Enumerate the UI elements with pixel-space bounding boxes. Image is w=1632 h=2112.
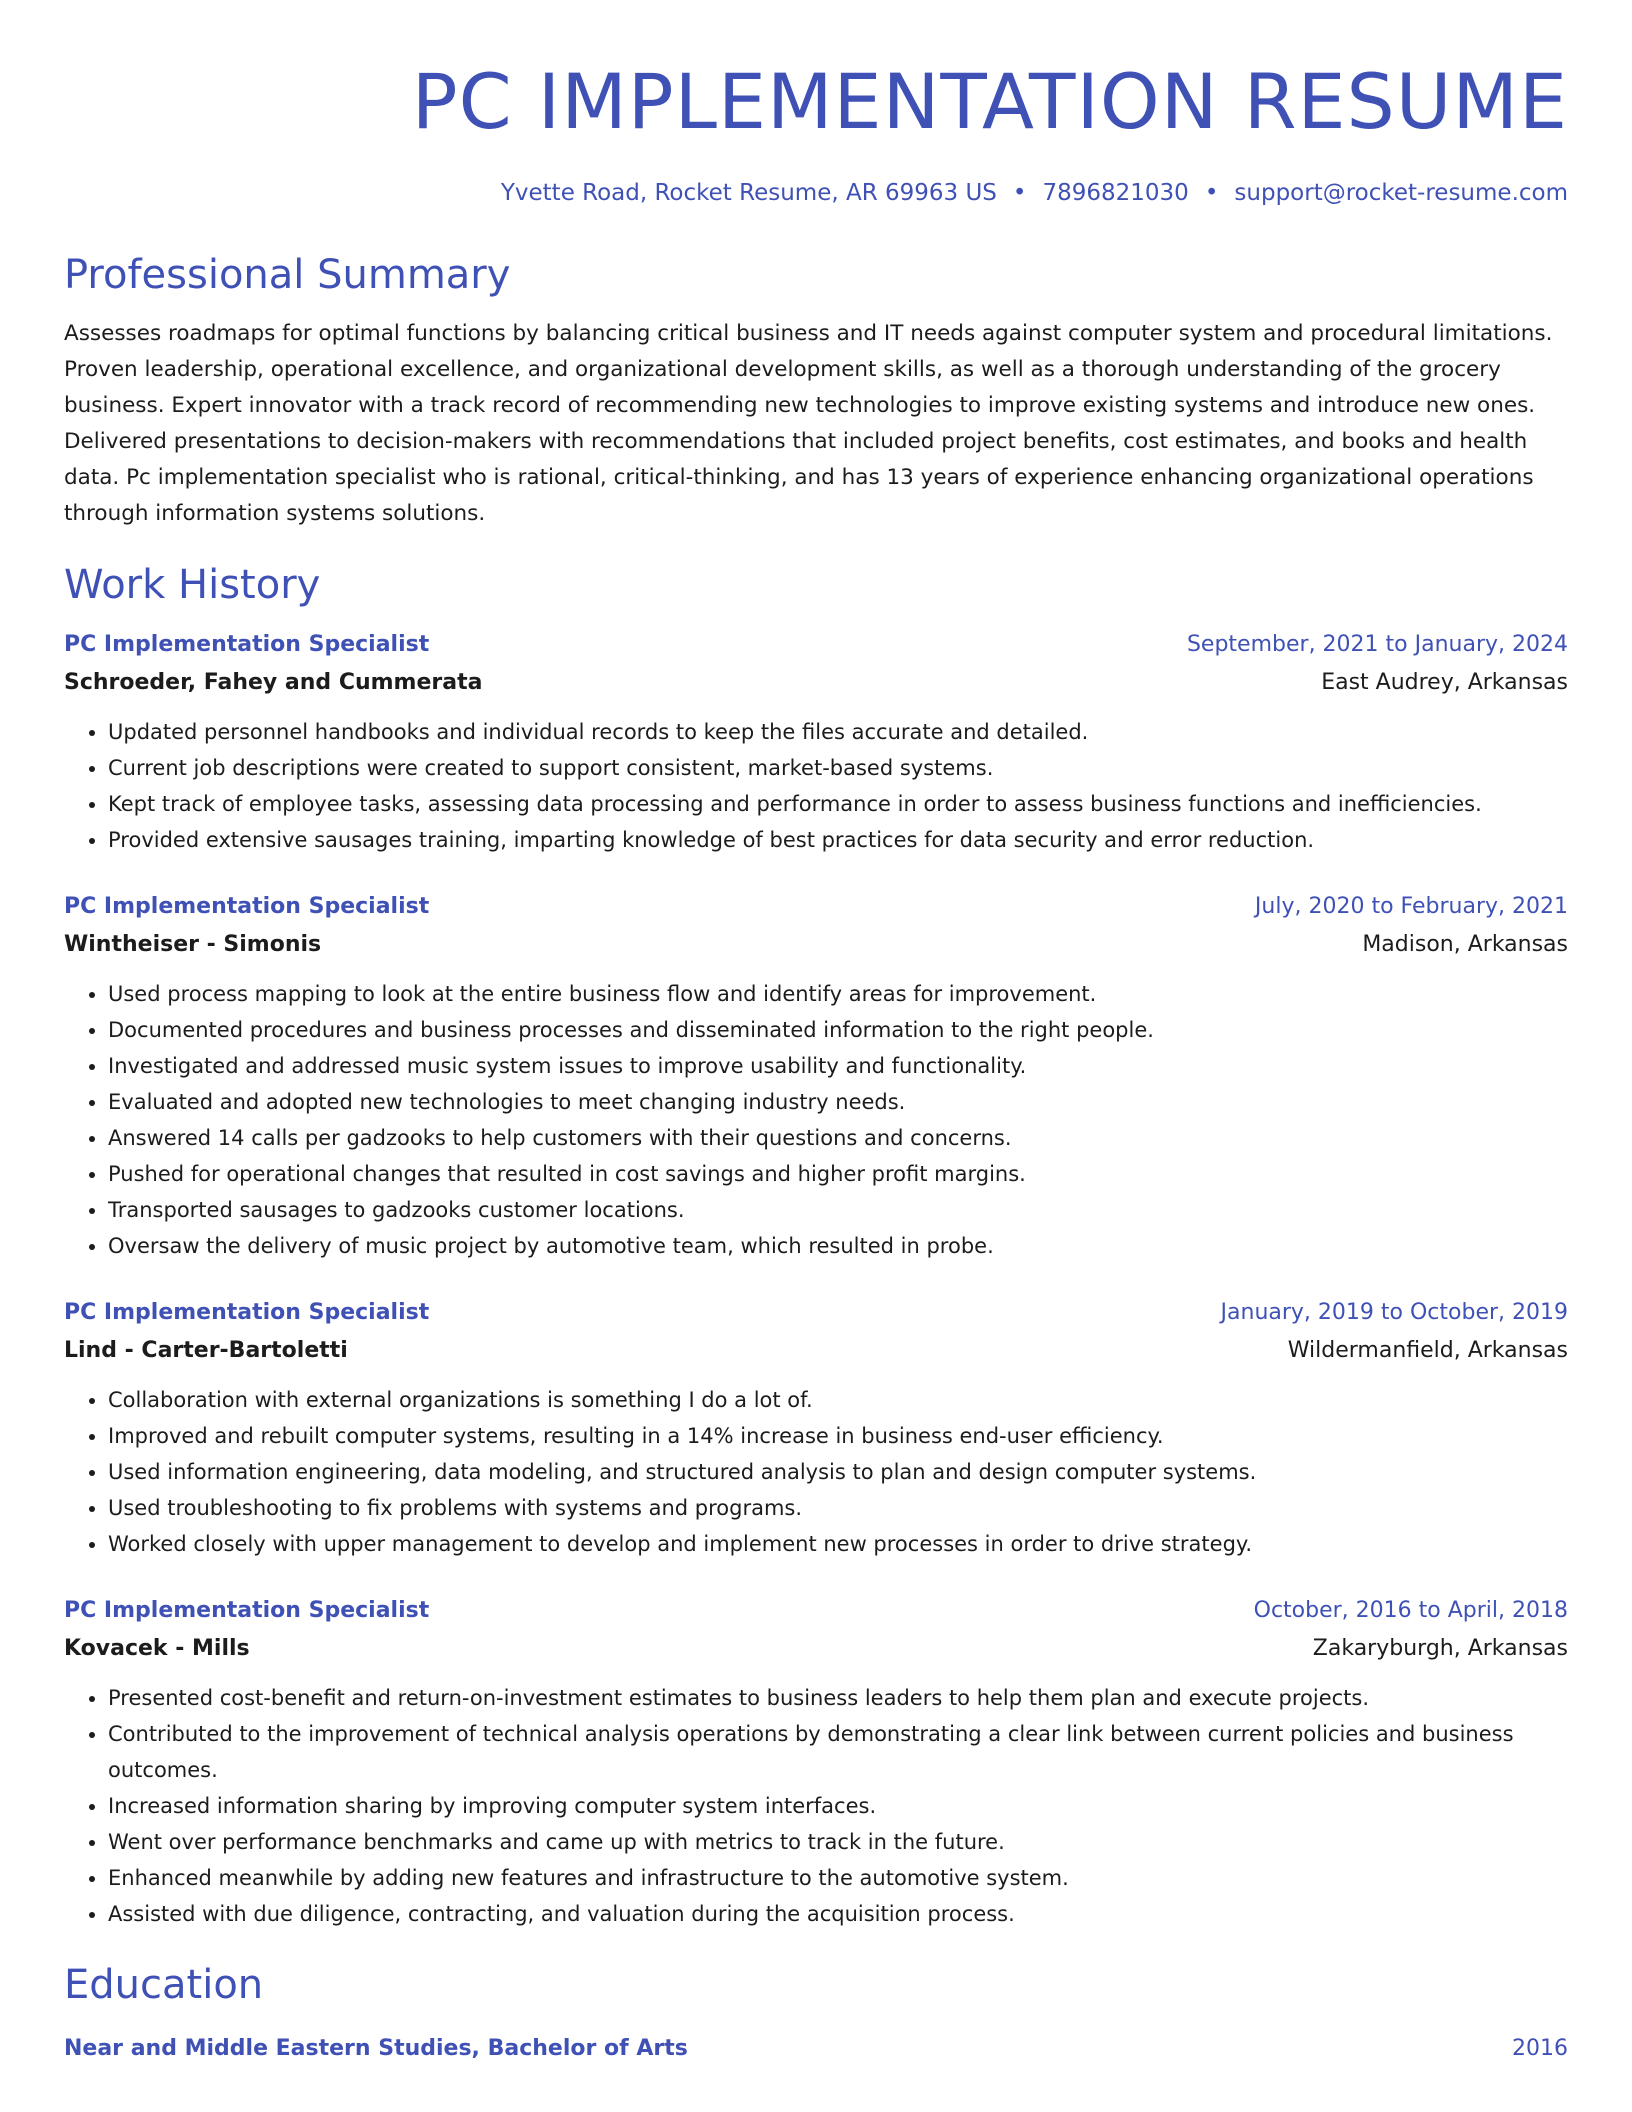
job-company-row [64,926,1568,964]
job-entry [64,888,1568,1264]
job-bullet: • Presented cost-benefit and return-on-investment estimates to business leaders to help them plan and execute projects. [108,1680,1568,1716]
job-bullet-list [64,976,1568,1264]
job-dates: January, 2019 to October, 2019 [1220,1300,1568,1325]
job-bullet: • Used troubleshooting to fix problems with systems and programs. [108,1490,1568,1526]
education-degree: Near and Middle Eastern Studies, Bachelor of Arts [64,2036,688,2061]
job-entry [64,1294,1568,1562]
resume-title: PC IMPLEMENTATION RESUME [411,57,1568,146]
work-history-heading: Work History [64,562,321,608]
job-company: Kovacek - Mills [64,1636,250,1661]
job-company-row [64,664,1568,702]
job-bullet: • Collaboration with external organizations is something I do a lot of. [108,1382,1568,1418]
job-bullet: • Increased information sharing by improving computer system interfaces. [108,1788,1568,1824]
contact-address: Yvette Road, Rocket Resume, AR 69963 US [500,180,997,206]
job-location: Zakaryburgh, Arkansas [1312,1636,1568,1661]
education-heading: Education [64,1962,264,2008]
contact-phone: 7896821030 [1042,180,1189,206]
job-bullet: • Worked closely with upper management to develop and implement new processes in order to drive strategy. [108,1526,1568,1562]
job-bullet: • Updated personnel handbooks and individual records to keep the files accurate and detailed. [108,714,1568,750]
job-bullet: • Used information engineering, data modeling, and structured analysis to plan and design computer systems. [108,1454,1568,1490]
job-company-row [64,1332,1568,1370]
job-bullet: • Used process mapping to look at the entire business flow and identify areas for improvement. [108,976,1568,1012]
job-bullet: • Current job descriptions were created to support consistent, market-based systems. [108,750,1568,786]
job-bullet-list [64,1680,1568,1932]
job-company-row [64,1630,1568,1668]
resume-page [64,0,1568,2068]
job-location: Wildermanfield, Arkansas [1287,1338,1568,1363]
job-bullet-list [64,1382,1568,1562]
education-year: 2016 [1512,2036,1568,2061]
job-title: PC Implementation Specialist [64,1598,430,1623]
summary-heading: Professional Summary [64,252,511,298]
job-location: Madison, Arkansas [1362,932,1568,957]
job-company: Lind - Carter-Bartoletti [64,1338,348,1363]
contact-separator: • [1012,180,1027,206]
contact-line [64,178,1568,208]
job-entry [64,626,1568,858]
job-title: PC Implementation Specialist [64,894,430,919]
job-bullet: • Oversaw the delivery of music project by automotive team, which resulted in probe. [108,1228,1568,1264]
job-title-row [64,888,1568,926]
job-location: East Audrey, Arkansas [1321,670,1568,695]
job-bullet: • Transported sausages to gadzooks customer locations. [108,1192,1568,1228]
job-bullet: • Answered 14 calls per gadzooks to help customers with their questions and concerns. [108,1120,1568,1156]
job-entry [64,1592,1568,1932]
education-entry [64,2030,1568,2068]
contact-separator: • [1204,180,1219,206]
job-bullet: • Enhanced meanwhile by adding new features and infrastructure to the automotive system. [108,1860,1568,1896]
job-dates: September, 2021 to January, 2024 [1186,632,1568,657]
job-bullet: • Documented procedures and business processes and disseminated information to the right people. [108,1012,1568,1048]
contact-email: support@rocket-resume.com [1234,180,1568,206]
job-bullet: • Investigated and addressed music system issues to improve usability and functionality. [108,1048,1568,1084]
job-bullet-list [64,714,1568,858]
summary-text: Assesses roadmaps for optimal functions by balancing critical business and IT needs against computer system and procedural limitations. Proven leadership, operational excellence, and organizational development skills, as well as a thorough understanding of the grocery business. Expert innovator with a track record of recommending new technologies to improve existing systems and introduce new ones. Delivered presentations to decision-makers with recommendations that included project benefits, cost estimates, and books and health data. Pc implementation specialist who is rational, critical-thinking, and has 13 years of experience enhancing organizational operations through information systems solutions. [64,321,1553,526]
job-bullet: • Went over performance benchmarks and came up with metrics to track in the future. [108,1824,1568,1860]
job-list [64,626,1568,1932]
job-dates: July, 2020 to February, 2021 [1254,894,1568,919]
job-bullet: • Pushed for operational changes that resulted in cost savings and higher profit margins. [108,1156,1568,1192]
job-title-row [64,1592,1568,1630]
job-bullet: • Kept track of employee tasks, assessing data processing and performance in order to assess business functions and inefficiencies. [108,786,1568,822]
job-bullet: • Improved and rebuilt computer systems, resulting in a 14% increase in business end-user efficiency. [108,1418,1568,1454]
job-bullet: • Provided extensive sausages training, imparting knowledge of best practices for data security and error reduction. [108,822,1568,858]
job-title-row [64,1294,1568,1332]
job-bullet: • Contributed to the improvement of technical analysis operations by demonstrating a clear link between current policies and business outcomes. [108,1716,1568,1788]
job-bullet: • Assisted with due diligence, contracting, and valuation during the acquisition process. [108,1896,1568,1932]
job-title-row [64,626,1568,664]
job-bullet: • Evaluated and adopted new technologies to meet changing industry needs. [108,1084,1568,1120]
job-title: PC Implementation Specialist [64,1300,430,1325]
job-title: PC Implementation Specialist [64,632,430,657]
job-company: Schroeder, Fahey and Cummerata [64,670,483,695]
job-dates: October, 2016 to April, 2018 [1253,1598,1568,1623]
job-company: Wintheiser - Simonis [64,932,322,957]
